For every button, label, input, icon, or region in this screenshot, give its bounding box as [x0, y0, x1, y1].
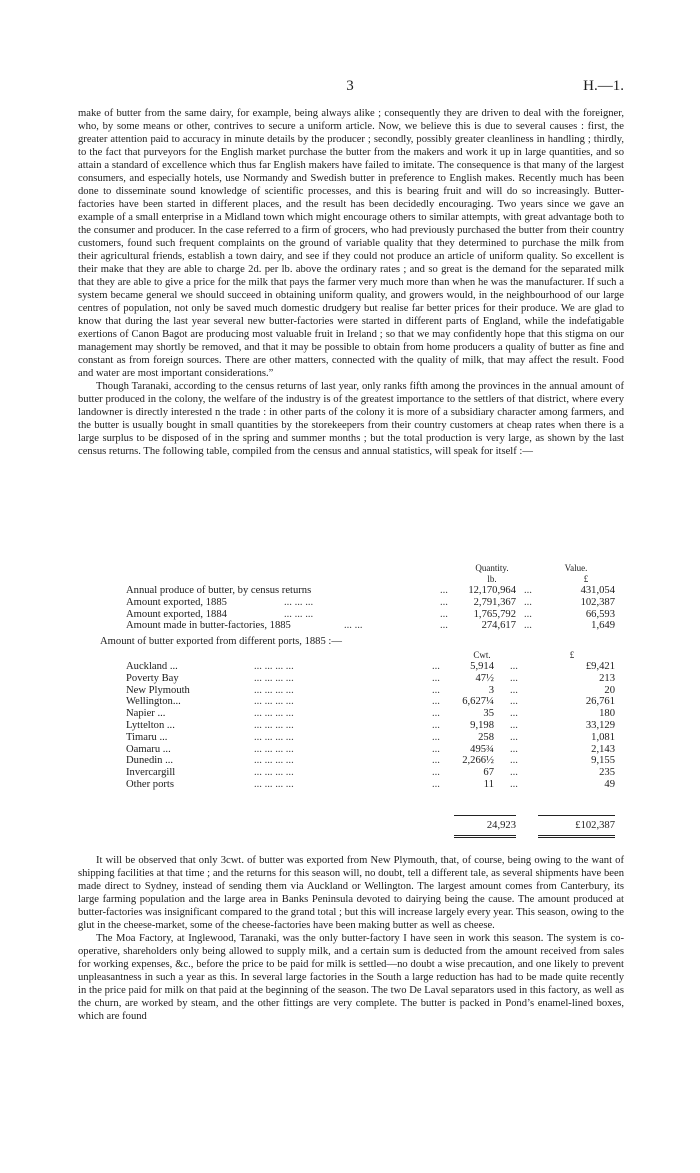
total-double-rule [538, 835, 615, 838]
leader-dots: ... ... ... ... [254, 661, 294, 672]
separator-dots: ... [510, 672, 518, 684]
leader-dots: ... [432, 743, 440, 755]
table-row [126, 585, 626, 597]
paragraph: It will be observed that only 3cwt. of butter was exported from New Plymouth, that, of course, being owing to the want of shipping facilities at that time ; and the returns for this season will, no doubt, tell a different tale, as several shipments have been made direct to Sydney, instead of sending them via Auckland or Wellington. The largest amount comes from Canterbury, its large farming population and the large area in Banks Peninsula devoted to dairying being the cause. The amount produced at butter-factories was insignificant compared to the grand total ; but this will increase largely every year. This season, owing to the glut in the cheese-market, some of the cheese-factories have been making butter as well as cheese. [78, 855, 624, 931]
port-name: Timaru ... [126, 731, 168, 743]
leader-dots: ... ... ... ... [254, 743, 294, 755]
leader-dots: ... [432, 731, 440, 743]
leader-dots: ... [432, 708, 440, 720]
total-cwt: 24,923 [486, 820, 516, 831]
cwt-value: 67 [483, 767, 494, 779]
cwt-value: 11 [483, 778, 494, 790]
cwt-value: 5,914 [470, 661, 494, 672]
paragraph: make of butter from the same dairy, for example, being always alike ; consequently they are driven to deal with the foreigner, who, by some means or other, contrives to secure a uniform article. Now, we believe this is due to several causes : first, the greater attention paid to accuracy in minute details by the producer ; secondly, possibly greater cleanliness in handling ; thirdly, to the fact that purveyors for the English market purchase the butter from the makers and work it up in large quantities, and so attain a standard of excellence which thus far English makers have failed to imitate. The consequence is that many of the largest consumers, and especially hotels, use Normandy and Swedish butter in preference to English makes. Recently much has been done to disseminate sound knowledge of scientific processes, and this is bearing fruit and will do so increasingly. Butter-factories have been started in different places, and the result has been decidedly encouraging. Two years since we gave an example of a small enterprise in a Midland town which might encourage others to similar attempts, with great advantage both to the consumer and producer. In the case referred to a firm of grocers, who had previously purchased the butter from their country customers, found such frequent complaints on the ground of variable quality that they determined to purchase the milk from their agricultural friends, establish a town dairy, and see if they could not produce an article of uniform quality. So excellent is their make that they are able to charge 2d. per lb. above the ordinary rates ; and so great is the demand for the separated milk that they are able to give a price for the milk that pays the farmer very much more than when he was the manufacturer. If such a system became general we should succeed in obtaining uniform quality, and growers would, in the neighbourhood of our large centres of population, not only be saved much domestic drudgery but realise far better prices for their produce. We are glad to know that during the last year several new butter-factories were started in different parts of England, while the indefatigable exertions of Canon Bagot are producing most valuable fruit in Ireland ; so that we may confidently hope that this stigma on our management may shortly be removed, and that it may be possible to obtain from home producers a quality of butter as fine and constant as from foreign sources. There are other matters, connected with the quality of milk, that may affect the result. Food and water are most important considerations.” [78, 108, 624, 379]
table-header [126, 650, 626, 661]
quantity-value: 12,170,964 [468, 585, 516, 596]
paragraph: The Moa Factory, at Inglewood, Taranaki, was the only butter-factory I have seen in work this season. The system is co-operative, shareholders only being allowed to supply milk, and a certain sum is deducted from the amount received from sales for working expenses, &c., before the price to be paid for milk is settled—no doubt a wise precaution, and one likely to prevent unpleasantness in such a year as this. In several large factories in the South a large reduction has had to be made quite recently in the price paid for milk on that paid at the beginning of the season. The two De Laval separators used in this factory, as well as the churn, are worked by steam, and the other fittings are very complete. The butter is packed in Pond’s enamel-lined boxes, which are found [78, 933, 624, 1022]
row-label: Amount made in butter-factories, 1885 [126, 620, 291, 632]
value-cell: 431,054 [580, 585, 615, 596]
separator-dots: ... [524, 608, 532, 620]
total-rule [538, 815, 615, 816]
total-value: £102,387 [575, 820, 615, 831]
leader-dots: ... [432, 755, 440, 767]
table-row [126, 597, 626, 609]
quantity-value: 2,791,367 [473, 596, 516, 608]
leader-dots: ... ... ... [284, 608, 314, 620]
leader-dots: ... [432, 767, 440, 779]
table-row [126, 661, 626, 673]
cwt-value: 495¾ [470, 743, 494, 755]
port-name: Lyttelton ... [126, 719, 175, 731]
value-cell: 235 [599, 767, 615, 779]
leader-dots: ... ... ... ... [254, 731, 294, 743]
leader-dots: ... ... ... ... [254, 767, 294, 779]
quantity-header: Quantity. [475, 563, 509, 573]
butter-summary-table [126, 563, 626, 632]
cwt-value: 258 [478, 731, 494, 743]
quantity-value: 1,765,792 [473, 608, 516, 620]
quantity-value: 274,617 [481, 620, 516, 632]
cwt-value: 6,627¼ [462, 696, 494, 708]
separator-dots: ... [510, 661, 518, 672]
table-row [126, 708, 626, 720]
table-row [126, 685, 626, 697]
ports-table-intro: Amount of butter exported from different ports, 1885 :— [100, 636, 342, 647]
port-name: Oamaru ... [126, 743, 171, 755]
leader-dots: ... ... [344, 620, 363, 632]
separator-dots: ... [510, 778, 518, 790]
leader-dots: ... [432, 661, 440, 672]
page-number: 3 [346, 78, 354, 94]
leader-dots: ... ... ... ... [254, 708, 294, 720]
value-cell: 66,593 [585, 608, 615, 620]
table-row [126, 673, 626, 685]
value-cell: 33,129 [585, 719, 615, 731]
table-header [126, 563, 626, 574]
separator-dots: ... [510, 684, 518, 696]
leader-dots: ... [440, 585, 448, 596]
port-name: Dunedin ... [126, 755, 174, 767]
separator-dots: ... [524, 596, 532, 608]
port-name: Napier ... [126, 708, 166, 720]
leader-dots: ... ... ... ... [254, 778, 294, 790]
leader-dots: ... [432, 719, 440, 731]
value-cell: 26,761 [585, 696, 615, 708]
value-cell: 213 [599, 672, 615, 684]
value-cell: 9,155 [591, 755, 615, 767]
row-label: Annual produce of butter, by census returns [126, 585, 312, 596]
paragraph: Though Taranaki, according to the census returns of last year, only ranks fifth among the provinces in the annual amount of butter produced in the colony, the welfare of the industry is of the greatest importance to the settlers of that district, where every landowner is directly interested n the trade : in other parts of the colony it is more of a subsidiary character among farmers, and the butter is usually bought in small quantities by the storekeepers from their country customers at cheap rates when there is a large surplus to be disposed of in the spring and summer months ; but the total production is very large, as shown by the last census returns. The following table, compiled from the census and annual statistics, will speak for itself :— [78, 381, 624, 457]
top-paragraphs [78, 107, 624, 458]
value-cell: 1,081 [591, 731, 615, 743]
ports-export-table [126, 650, 626, 831]
total-rule [454, 815, 516, 816]
series-code: H.—1. [583, 78, 624, 94]
leader-dots: ... [432, 778, 440, 790]
value-cell: £9,421 [585, 661, 615, 672]
leader-dots: ... [440, 596, 448, 608]
port-name: New Plymouth [126, 684, 190, 696]
leader-dots: ... ... ... ... [254, 696, 294, 708]
value-cell: 1,649 [591, 620, 615, 632]
value-header: Value. [564, 563, 588, 573]
table-row [126, 779, 626, 791]
cwt-value: 47½ [475, 672, 494, 684]
separator-dots: ... [510, 743, 518, 755]
table-row [126, 720, 626, 732]
port-name: Invercargill [126, 767, 176, 779]
row-label: Amount exported, 1884 [126, 608, 227, 620]
port-name: Poverty Bay [126, 672, 179, 684]
value-unit: £ [583, 574, 589, 584]
leader-dots: ... [440, 620, 448, 632]
cwt-value: 3 [488, 684, 494, 696]
row-label: Amount exported, 1885 [126, 596, 227, 608]
separator-dots: ... [524, 585, 532, 596]
leader-dots: ... [432, 696, 440, 708]
cwt-header: Cwt. [473, 650, 491, 660]
leader-dots: ... [440, 608, 448, 620]
value-cell: 20 [604, 684, 615, 696]
separator-dots: ... [510, 731, 518, 743]
leader-dots: ... ... ... ... [254, 672, 294, 684]
port-name: Wellington... [126, 696, 181, 708]
leader-dots: ... ... ... ... [254, 684, 294, 696]
separator-dots: ... [524, 620, 532, 632]
separator-dots: ... [510, 708, 518, 720]
cwt-value: 9,198 [470, 719, 494, 731]
value-cell: 102,387 [580, 596, 615, 608]
bottom-paragraphs [78, 854, 624, 1023]
quantity-unit: lb. [487, 574, 497, 584]
separator-dots: ... [510, 755, 518, 767]
table-header-units [126, 574, 626, 585]
table-row [126, 609, 626, 621]
leader-dots: ... [432, 684, 440, 696]
ports-rows [126, 661, 626, 791]
table-row [126, 744, 626, 756]
cwt-value: 35 [483, 708, 494, 720]
port-name: Other ports [126, 778, 174, 790]
table-row [126, 767, 626, 779]
value-cell: 49 [604, 778, 615, 790]
value-cell: 180 [599, 708, 615, 720]
cwt-value: 2,266½ [462, 755, 494, 767]
leader-dots: ... ... ... ... [254, 755, 294, 767]
table-row [126, 696, 626, 708]
leader-dots: ... ... ... ... [254, 719, 294, 731]
table-row [126, 755, 626, 767]
value-unit: £ [569, 650, 575, 660]
value-cell: 2,143 [591, 743, 615, 755]
table-row [126, 620, 626, 632]
separator-dots: ... [510, 719, 518, 731]
port-name: Auckland ... [126, 661, 178, 672]
total-row [126, 820, 626, 832]
leader-dots: ... ... ... [284, 596, 314, 608]
total-double-rule [454, 835, 516, 838]
separator-dots: ... [510, 767, 518, 779]
table-row [126, 732, 626, 744]
separator-dots: ... [510, 696, 518, 708]
leader-dots: ... [432, 672, 440, 684]
